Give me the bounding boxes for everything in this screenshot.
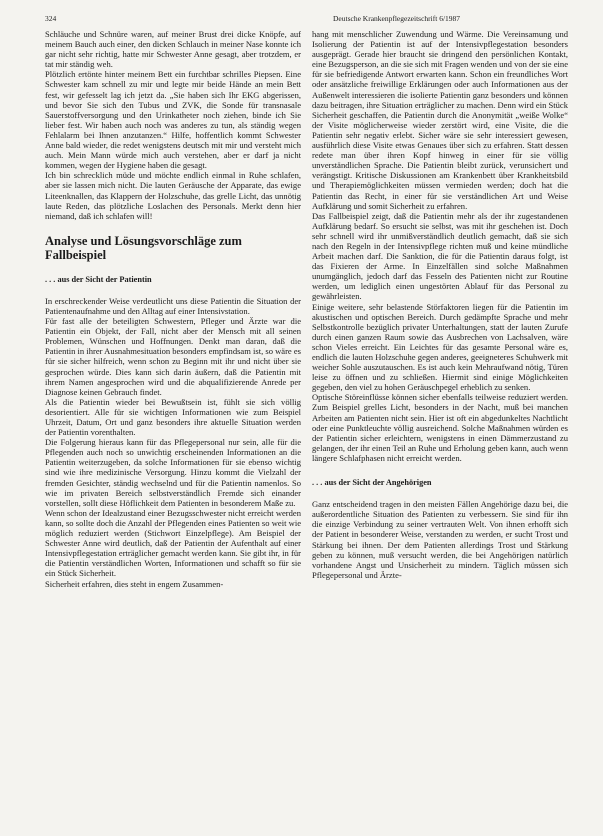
right-column (312, 29, 568, 821)
paragraph: Plötzlich ertönte hinter meinem Bett ein furchtbar schrilles Piepsen. Eine Schwester kam schnell zu mir und legte mir beide Hände an mein Bett fest, wir gefesselt lag ich jetzt da. „Sie haben sich Ihr EKG abgerissen, und bevor Sie sich den Tubus und ZVK, die Sonde für transnasale Sauerstoffversorgung und den Urinkatheter noch ziehen, binde ich Sie lieber fest. Wir haben auch noch was anderes zu tun, als ständig wegen Fehlalarm bei Ihnen anzutanzen.“ Hilfe, hoffentlich kommt Schwester Anne bald wieder, die redet wenigstens deutsch mit mir und versteht mich auch. Mein Mann würde mich auch verstehen, aber er darf ja nicht kommen, wegen der Hygiene haben die gesagt. (45, 69, 301, 171)
subsection-heading: . . . aus der Sicht der Patientin (45, 274, 152, 284)
paragraph: Einige weitere, sehr belastende Störfaktoren liegen für die Patientin im akustischen und optischen Bereich. Durch gedämpfte Sprache und mehr Selbstkontrolle bezüglich privater Unterhaltungen, statt der lauten Zurufe durch einen ganzen Raum sowie das Ausbrechen von Lachsalven, wäre schon Vieles erreicht. Ein Leichtes für das gesamte Personal wäre es, endlich die lauten Holzschuhe gegen anderes, geeigneteres Schuhwerk mit weicher Sohle auszutauschen. Es ist auch kein Mehraufwand nötig, Türen leise zu öffnen und zu schließen. Hiermit sind einige Möglichkeiten gegeben, den viel zu hohen Geräuschpegel erheblich zu senken. (312, 301, 568, 393)
journal-title: Deutsche Krankenpflegezeitschrift 6/1987 (333, 14, 461, 23)
section-heading: Analyse und Lösungsvorschläge zum Fallbeispiel (45, 233, 242, 262)
paragraph: Die Folgerung hieraus kann für das Pflegepersonal nur sein, alle für die Pflegenden auch noch so unwichtig erscheinenden Informationen an die Patientin weiterzugeben, da solche Informationen für sie ebenso wichtig sind wie ihre medizinische Versorgung. Hinzu kommt die Vielzahl der fremden Gesichter, ständig wechselnd und für die Patientin namenlos. So wie im privaten Bereich selbstverständlich Fremde sich einander vorstellen, sollt diese Höflichkeit dem Patienten in besonderem Maße zu. (45, 437, 301, 508)
subsection-heading: . . . aus der Sicht der Angehörigen (312, 478, 432, 488)
paragraph: Für fast alle der beteiligten Schwestern, Pfleger und Ärzte war die Patientin ein Objekt, der Fall, nicht aber der Mensch mit all seinen Problemen, Wünschen und Hoffnungen. Denkt man daran, daß die Patientin in ihrer Ausnahmesituation besonders empfindsam ist, so wäre es für sie sicher hilfreich, wenn schon zu Beginn mit ihr und nicht über sie gesprochen würde. Dies kann sich darin äußern, daß die Patientin mit ihrem Namen angesprochen wird und die abqualifizierende Anrede per Diagnose keinen Gebrauch findet. (45, 316, 301, 397)
paragraph: Optische Störeinflüsse können sicher ebenfalls teilweise reduziert werden. Zum Beispiel grelles Licht, besonders in der Nacht, muß bei manchen Arbeiten am Patienten nicht sein. Hier ist oft ein abgedunkeltes Nachtlicht oder eine Punktleuchte völlig ausreichend. Solche Maßnahmen würden es der Patientin sicher erleichtern, wenigstens in einen Dämmerzustand zu gelangen, der ihr einen Teil an Ruhe und Erholung geben kann, auch wenn längere Schlafphasen nicht erreicht werden. (312, 392, 568, 463)
paragraph: Ganz entscheidend tragen in den meisten Fällen Angehörige dazu bei, die außerordentliche Situation des Patienten zu verbessern. Sie sind für ihn die einzige Verbindung zu seiner vertrauten Welt. Von ihnen erhofft sich der Patient in besonderer Weise, verstanden zu werden, er sucht Trost und Stärkung bei ihnen. Der dem Patienten allerdings Trost und Stärkung geben zu können, muß versucht werden, die bei Angehörigen natürlich vorhandene Angst und Unsicherheit zu mindern. Täglich müssen sich Pflegepersonal und Ärzte- (312, 499, 568, 580)
page-header (0, 14, 603, 26)
paragraph: hang mit menschlicher Zuwendung und Wärme. Die Vereinsamung und Isolierung der Patientin ist auf der Intensivpflegestation besonders ausgeprägt. Gerade hier braucht sie dringend den persönlichen Kontakt, eine Bezugsperson, an die sie sich mit Fragen wenden und von der sie eine für sie befriedigende Antwort erwarten kann. Schon ein freundliches Wort oder ansätzliche freiwillige Erklärungen oder auch Informationen aus der Außenwelt interessieren die isolierte Patientin ganz besonders und können dazu beitragen, ihre Situation erträglicher zu machen. Denn wird ein Stück Sicherheit geschaffen, die Patientin durch die Anonymität „weiße Wolke“ der Visite möglicherweise wieder zerstört wird, eine Visite, die die Patientin sehr negativ erlebt. Sicher wäre sie sehr interessiert gewesen, ausführlich diese Visite etwas Genaues über sich zu erfahren. Statt dessen redete man über ihren Kopf hinweg in einer für sie völlig unverständlichen Sprache. Die Patientin bleibt zurück, verunsichert und verängstigt. Kritische Diskussionen am Krankenbett über Krankheitsbild und Therapiemöglichkeiten müssen vermieden werden; doch hat die Patientin das Recht, in einer für sie verständlichen Art und Weise Aufklärung und somit Sicherheit zu erfahren. (312, 29, 568, 211)
paragraph: Sicherheit erfahren, dies steht in engem Zusammen- (45, 578, 224, 589)
page-number: 324 (45, 14, 57, 23)
paragraph: Das Fallbeispiel zeigt, daß die Patientin mehr als der ihr zugestandenen Aufklärung bedarf. So ersucht sie selbst, was mit ihr geschehen ist. Doch sehr schnell wird ihr unmißverständlich deutlich gemacht, daß sie sich nach den Regeln in der Intensivpflege richten muß und keine mündliche Arbeit machen darf. Die Sanktion, die für die Patientin daraus folgt, ist das Fixieren der Arme. In Einzelfällen sind solche Maßnahmen unumgänglich, jedoch darf das Fesseln des Patienten nicht zur Routine werden, um lediglich einen ungestörten Ablauf für das Personal zu gewährleisten. (312, 210, 568, 302)
paragraph: Wenn schon der Idealzustand einer Bezugsschwester nicht erreicht werden kann, so sollte doch die Anzahl der Pflegenden eines Patienten so weit wie möglich reduziert werden (Stichwort Einzelpflege). Am Beispiel der Schwester Anne wird deutlich, daß der Patientin der Aufenthalt auf einer Intensivpflegestation erträglicher gemacht werden kann. Sie gibt ihr, in für die Patientin verständlichen Worten, Informationen und schafft so für sie ein Stück Sicherheit. (45, 507, 301, 579)
paragraph: In erschreckender Weise verdeutlicht uns diese Patientin die Situation der Patientenaufnahme und den Alltag auf einer Intensivstation. (45, 295, 301, 316)
paragraph: Als die Patientin wieder bei Bewußtsein ist, fühlt sie sich völlig desorientiert. Alle für sie wichtigen Informationen wie zum Beispiel Uhrzeit, Datum, Ort und ganz besonders ihre aktuelle Situation werden der Patientin vorenthalten. (45, 396, 301, 438)
spacer (312, 463, 568, 474)
paragraph: Ich bin schrecklich müde und möchte endlich einmal in Ruhe schlafen, aber sie lassen mich nicht. Die lauten Geräusche der Apparate, das ewige Liteenknallen, das Klappern der Holzschuhe, das grelle Licht, das unnötig laute Reden, das plötzliche Loslachen des Personals. Merkt denn hier niemand, daß ich schlafen will! (45, 170, 301, 221)
left-column (45, 29, 301, 821)
paragraph: Schläuche und Schnüre waren, auf meiner Brust drei dicke Knöpfe, auf meinem Bauch auch einer, den dicken Schlauch in meiner Nase konnte ich gar nicht sehr richtig, hatte mir Schwester Anne gesagt, aber trotzdem, er tat mir ständig weh. (45, 29, 301, 70)
